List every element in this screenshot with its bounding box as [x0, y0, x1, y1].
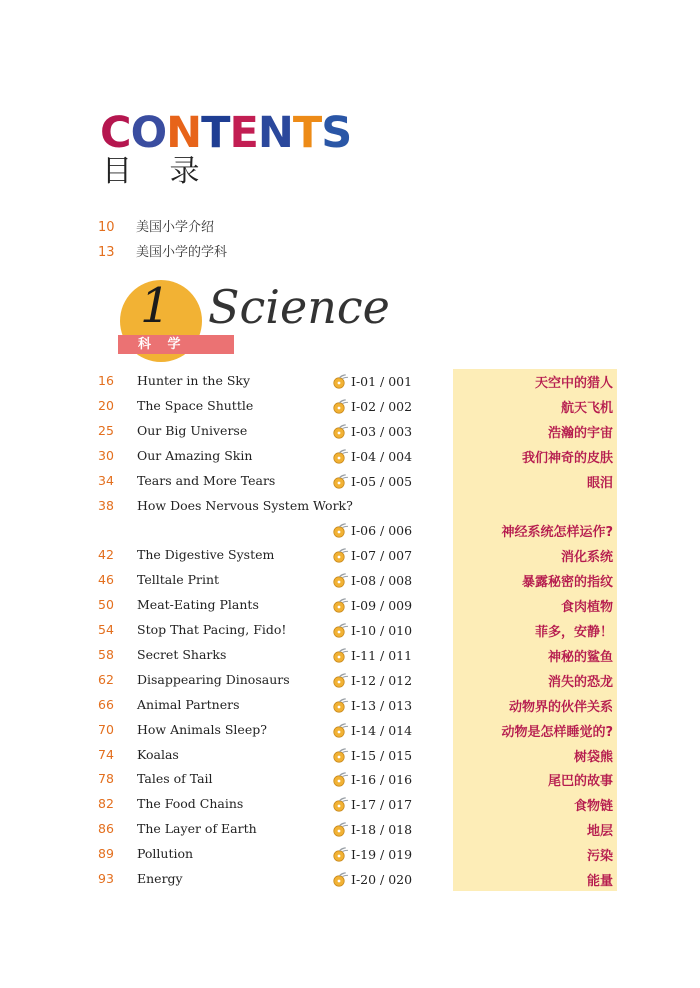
audio-track-code: [330, 647, 412, 663]
page-number: 54: [98, 622, 114, 637]
entry-title: 美国小学介绍: [136, 220, 215, 235]
track-code: I-09 / 009: [351, 598, 413, 614]
entry-title-cn: 暴露秘密的指纹: [521, 575, 613, 591]
toc-entry[interactable]: [0, 494, 700, 519]
entry-title-en: Koalas: [137, 746, 179, 762]
audio-cd-icon: [330, 871, 350, 887]
toc-entry[interactable]: [0, 593, 700, 618]
toc-entry[interactable]: [0, 867, 700, 892]
audio-track-code: [330, 547, 412, 563]
page-number: 30: [98, 447, 114, 463]
entry-title-cn: 尾巴的故事: [547, 774, 613, 790]
title-letter: N: [166, 108, 202, 158]
entry-title-cn: 我们神奇的皮肤: [521, 450, 613, 466]
page-number: 50: [98, 597, 114, 613]
track-code: I-04 / 004: [351, 448, 413, 464]
audio-cd-icon: [330, 423, 350, 439]
audio-track-code: [330, 846, 412, 862]
entry-title-en: Our Amazing Skin: [137, 447, 253, 463]
toc-entry[interactable]: [0, 543, 700, 568]
audio-cd-icon: [330, 522, 350, 538]
entry-title-en: Hunter in the Sky: [137, 373, 251, 388]
entry-title-en: The Food Chains: [137, 796, 244, 812]
track-code: I-02 / 002: [351, 398, 413, 414]
audio-cd-icon: [330, 398, 350, 414]
entry-title-en: The Layer of Earth: [137, 821, 257, 837]
page-number: 66: [98, 696, 114, 712]
page-number: 74: [98, 746, 114, 762]
page-number: 16: [98, 373, 114, 388]
audio-cd-icon: [330, 572, 350, 588]
entry-title-cn: 消失的恐龙: [547, 674, 613, 690]
toc-entry[interactable]: [0, 618, 700, 643]
page-number: 38: [98, 497, 114, 513]
entry-title-cn: 污染: [586, 849, 613, 865]
toc-entry[interactable]: [0, 444, 700, 469]
track-code: I-14 / 014: [351, 722, 413, 738]
entry-title-cn: 浩瀚的宇宙: [547, 425, 613, 441]
audio-cd-icon: [330, 672, 350, 688]
track-code: I-11 / 011: [351, 647, 413, 663]
entry-title-cn: 菲多，安静！: [534, 625, 613, 640]
audio-track-code: [330, 697, 412, 713]
entry-title-cn: 地层: [586, 824, 613, 840]
toc-entry[interactable]: [0, 394, 700, 419]
track-code: I-19 / 019: [351, 847, 413, 863]
toc-entry[interactable]: [0, 369, 700, 394]
title-letter: E: [229, 108, 258, 158]
toc-entry[interactable]: [0, 817, 700, 842]
toc-entry[interactable]: [0, 668, 700, 693]
entry-title-en: How Does Nervous System Work?: [137, 497, 353, 513]
toc-entry[interactable]: [0, 518, 700, 543]
toc-entry[interactable]: [0, 568, 700, 593]
entry-title-en: Telltale Print: [137, 572, 220, 588]
track-code: I-01 / 001: [351, 374, 413, 389]
intro-entry[interactable]: [98, 245, 227, 261]
page-number: 13: [98, 245, 115, 260]
page-number: 70: [98, 721, 114, 737]
entry-title-cn: 眼泪: [586, 475, 613, 491]
section-title-cn: 科 学: [138, 337, 187, 352]
page-number: 86: [98, 821, 114, 837]
toc-entry[interactable]: [0, 643, 700, 668]
entry-title-en: How Animals Sleep?: [137, 721, 267, 737]
track-code: I-15 / 015: [351, 747, 413, 763]
audio-track-code: [330, 373, 412, 389]
audio-track-code: [330, 572, 412, 588]
entry-title-en: The Space Shuttle: [137, 397, 254, 413]
audio-track-code: [330, 747, 412, 763]
page-number: 10: [98, 220, 115, 235]
toc-entry[interactable]: [0, 718, 700, 743]
audio-cd-icon: [330, 373, 350, 389]
entry-title-cn: 能量: [586, 874, 613, 889]
page-number: 58: [98, 646, 114, 662]
audio-track-code: [330, 672, 412, 688]
title-letter: O: [130, 108, 167, 158]
entry-title-cn: 消化系统: [560, 550, 613, 566]
audio-cd-icon: [330, 722, 350, 738]
toc-entry[interactable]: [0, 419, 700, 444]
audio-cd-icon: [330, 647, 350, 663]
audio-cd-icon: [330, 846, 350, 862]
entry-title-en: Energy: [137, 871, 183, 886]
track-code: I-08 / 008: [351, 573, 413, 589]
audio-track-code: [330, 796, 412, 812]
track-code: I-20 / 020: [351, 872, 413, 887]
entry-title-en: Tales of Tail: [137, 771, 213, 787]
entry-title-en: Pollution: [137, 846, 194, 862]
entry-title-en: Our Big Universe: [137, 422, 248, 438]
title-letter: S: [321, 108, 352, 158]
audio-cd-icon: [330, 622, 350, 638]
toc-entry[interactable]: [0, 469, 700, 494]
audio-track-code: [330, 423, 412, 439]
page-number: 20: [98, 397, 114, 413]
track-code: I-13 / 013: [351, 697, 413, 713]
title-letter: T: [201, 108, 230, 158]
entry-title-cn: 动物是怎样睡觉的?: [501, 724, 613, 740]
title-letter: T: [292, 108, 322, 158]
audio-track-code: [330, 821, 412, 837]
title-letter: N: [257, 108, 293, 158]
track-code: I-17 / 017: [351, 797, 413, 813]
audio-cd-icon: [330, 771, 350, 787]
page-number: 93: [98, 871, 114, 886]
audio-track-code: [330, 871, 412, 887]
track-code: I-05 / 005: [351, 473, 413, 489]
page-number: 46: [98, 572, 114, 588]
audio-cd-icon: [330, 448, 350, 464]
entry-title-en: The Digestive System: [137, 547, 275, 563]
entry-title-en: Animal Partners: [137, 696, 240, 712]
track-code: I-06 / 006: [351, 523, 413, 539]
contents-subtitle-cn: 目 录: [102, 154, 214, 189]
page-number: 34: [98, 472, 114, 488]
audio-track-code: [330, 771, 412, 787]
entry-title-en: Disappearing Dinosaurs: [137, 671, 290, 687]
page-number: 89: [98, 846, 114, 862]
track-code: I-07 / 007: [351, 548, 413, 564]
track-code: I-03 / 003: [351, 423, 413, 439]
entry-title-cn: 动物界的伙伴关系: [508, 699, 613, 715]
audio-cd-icon: [330, 747, 350, 763]
entry-title-cn: 食物链: [573, 799, 613, 815]
toc-entry[interactable]: [0, 842, 700, 867]
section-header-science: [118, 278, 390, 360]
track-code: I-16 / 016: [351, 772, 413, 788]
entry-title-en: Stop That Pacing, Fido!: [137, 622, 287, 637]
entry-title-cn: 树袋熊: [573, 749, 613, 765]
track-code: I-10 / 010: [351, 623, 413, 638]
entry-title-cn: 神秘的鲨鱼: [547, 649, 613, 665]
contents-title: [100, 108, 352, 158]
audio-track-code: [330, 448, 412, 464]
toc-entry[interactable]: [0, 743, 700, 768]
audio-track-code: [330, 722, 412, 738]
entry-title-cn: 神经系统怎样运作?: [501, 525, 613, 541]
intro-entry[interactable]: [98, 220, 214, 236]
audio-cd-icon: [330, 473, 350, 489]
entry-title-en: Meat-Eating Plants: [137, 597, 259, 613]
page-number: 82: [98, 796, 114, 812]
audio-track-code: [330, 597, 412, 613]
audio-cd-icon: [330, 796, 350, 812]
audio-cd-icon: [330, 547, 350, 563]
audio-cd-icon: [330, 697, 350, 713]
track-code: I-18 / 018: [351, 822, 413, 838]
audio-track-code: [330, 398, 412, 414]
page-number: 62: [98, 671, 114, 687]
audio-track-code: [330, 473, 412, 489]
page-number: 42: [98, 547, 114, 563]
entry-title-cn: 航天飞机: [560, 400, 613, 416]
audio-cd-icon: [330, 821, 350, 837]
entry-title-cn: 食肉植物: [560, 600, 613, 616]
audio-track-code: [330, 522, 412, 538]
page-number: 78: [98, 771, 114, 787]
entry-title-cn: 天空中的猎人: [534, 376, 613, 391]
toc-entry[interactable]: [0, 767, 700, 792]
audio-cd-icon: [330, 597, 350, 613]
entry-title-en: Secret Sharks: [137, 646, 227, 662]
audio-track-code: [330, 622, 412, 638]
entry-title: 美国小学的学科: [136, 245, 228, 260]
track-code: I-12 / 012: [351, 672, 413, 688]
toc-entry[interactable]: [0, 693, 700, 718]
section-title-en: Science: [208, 280, 390, 334]
page-number: 25: [98, 422, 114, 438]
toc-entry[interactable]: [0, 792, 700, 817]
title-letter: C: [100, 108, 131, 158]
entry-title-en: Tears and More Tears: [137, 472, 276, 488]
section-number: 1: [140, 278, 171, 334]
